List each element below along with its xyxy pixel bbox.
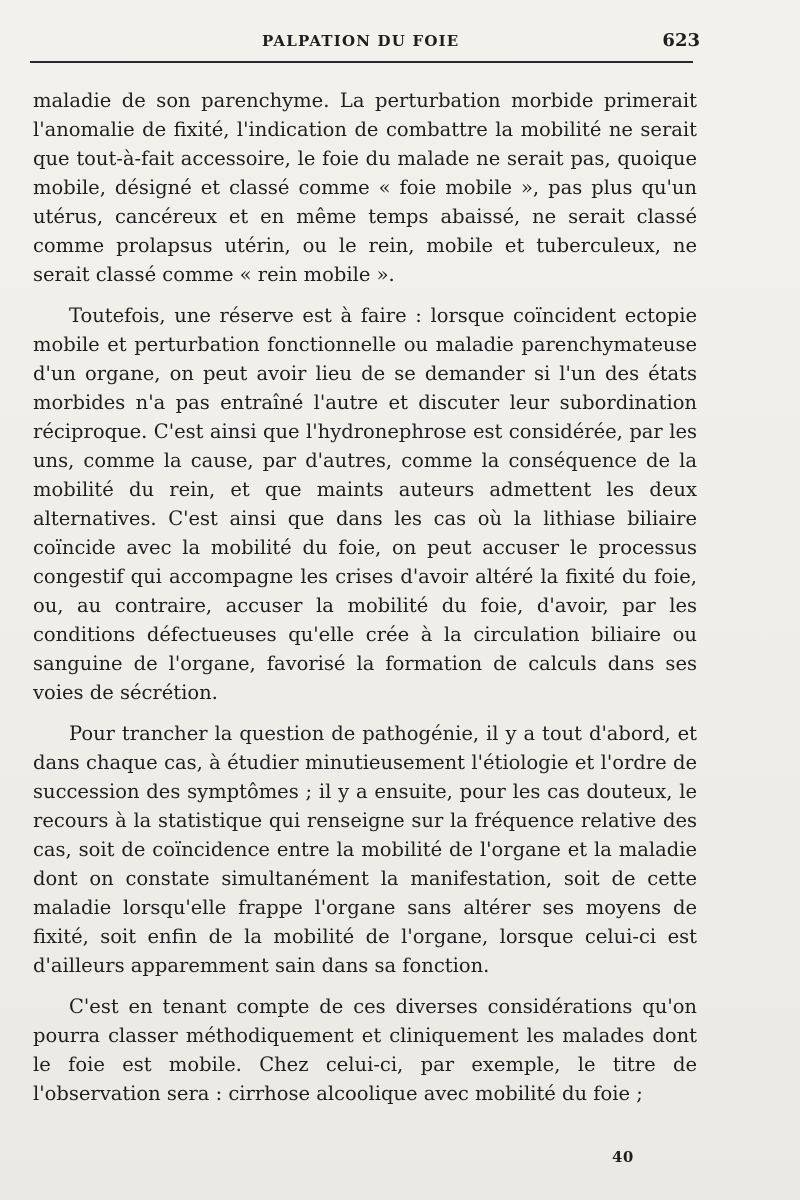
body-text [33,86,697,1120]
header-rule [30,61,693,63]
paragraph-1: maladie de son parenchyme. La perturbation morbide primerait l'anomalie de fixité, l'indication de combattre la mobilité ne serait que tout-à-fait accessoire, le foie du malade ne serait pas, quoique mobile, désigné et classé comme « foie mobile », pas plus qu'un utérus, cancéreux et en même temps abaissé, ne serait classé comme prolapsus utérin, ou le rein, mobile et tuberculeux, ne serait classé comme « rein mobile ». [33,89,697,286]
running-head [30,30,700,56]
running-title: PALPATION DU FOIE [262,32,460,50]
page-number: 623 [662,30,700,51]
paragraph-3: Pour trancher la question de pathogénie, il y a tout d'abord, et dans chaque cas, à étudier minutieusement l'étiologie et l'ordre de succession des symptômes ; il y a ensuite, pour les cas douteux, le recours à la statistique qui renseigne sur la fréquence relative des cas, soit de coïncidence entre la mobilité de l'organe et la maladie dont on constate simultanément la manifestation, soit de cette maladie lorsqu'elle frappe l'organe sans altérer ses moyens de fixité, soit enfin de la mobilité de l'organe, lorsque celui-ci est d'ailleurs apparemment sain dans sa fonction. [33,722,697,977]
signature-mark: 40 [612,1148,634,1166]
paragraph-4: C'est en tenant compte de ces diverses considérations qu'on pourra classer méthodiquement et cliniquement les malades dont le foie est mobile. Chez celui-ci, par exemple, le titre de l'observation sera : cirrhose alcoolique avec mobilité du foie ; [33,995,697,1105]
paragraph-2: Toutefois, une réserve est à faire : lorsque coïncident ectopie mobile et perturbation fonctionnelle ou maladie parenchymateuse d'un organe, on peut avoir lieu de se demander si l'un des états morbides n'a pas entraîné l'autre et discuter leur subordination réciproque. C'est ainsi que l'hydronephrose est considérée, par les uns, comme la cause, par d'autres, comme la conséquence de la mobilité du rein, et que maints auteurs admettent les deux alternatives. C'est ainsi que dans les cas où la lithiase biliaire coïncide avec la mobilité du foie, on peut accuser le processus congestif qui accompagne les crises d'avoir altéré la fixité du foie, ou, au contraire, accuser la mobilité du foie, d'avoir, par les conditions défectueuses qu'elle crée à la circulation biliaire ou sanguine de l'organe, favorisé la formation de calculs dans ses voies de sécrétion. [33,304,697,704]
